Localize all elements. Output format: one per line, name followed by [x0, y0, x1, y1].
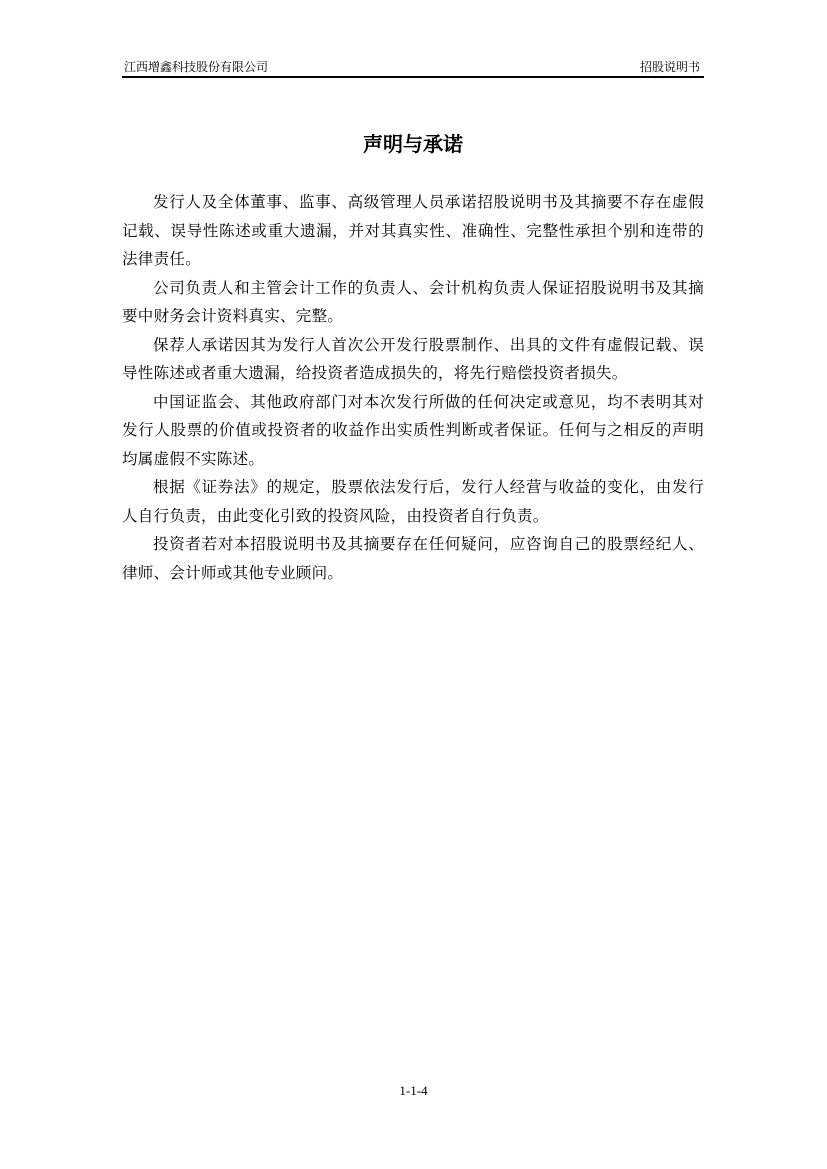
header-divider — [122, 76, 704, 78]
paragraph: 中国证监会、其他政府部门对本次发行所做的任何决定或意见，均不表明其对发行人股票的价值或投资者的收益作出实质性判断或者保证。任何与之相反的声明均属虚假不实陈述。 — [122, 392, 704, 468]
paragraph: 根据《证券法》的规定，股票依法发行后，发行人经营与收益的变化，由发行人自行负责，由此变化引致的投资风险，由投资者自行负责。 — [122, 478, 704, 525]
paragraph: 发行人及全体董事、监事、高级管理人员承诺招股说明书及其摘要不存在虚假记载、误导性陈述或重大遗漏，并对其真实性、准确性、完整性承担个别和连带的法律责任。 — [122, 193, 704, 268]
header-document-type: 招股说明书 — [639, 60, 700, 74]
page-number: 1-1-4 — [399, 1083, 428, 1098]
page-title: 声明与承诺 — [363, 132, 463, 156]
document-body — [122, 188, 704, 587]
paragraph: 投资者若对本招股说明书及其摘要存在任何疑问，应咨询自己的股票经纪人、律师、会计师或其他专业顾问。 — [122, 535, 704, 582]
header-company-name: 江西增鑫科技股份有限公司 — [124, 60, 269, 74]
paragraph: 保荐人承诺因其为发行人首次公开发行股票制作、出具的文件有虚假记载、误导性陈述或者重大遗漏，给投资者造成损失的，将先行赔偿投资者损失。 — [122, 335, 704, 382]
page-header — [122, 58, 704, 76]
paragraph: 公司负责人和主管会计工作的负责人、会计机构负责人保证招股说明书及其摘要中财务会计资料真实、完整。 — [122, 278, 704, 325]
